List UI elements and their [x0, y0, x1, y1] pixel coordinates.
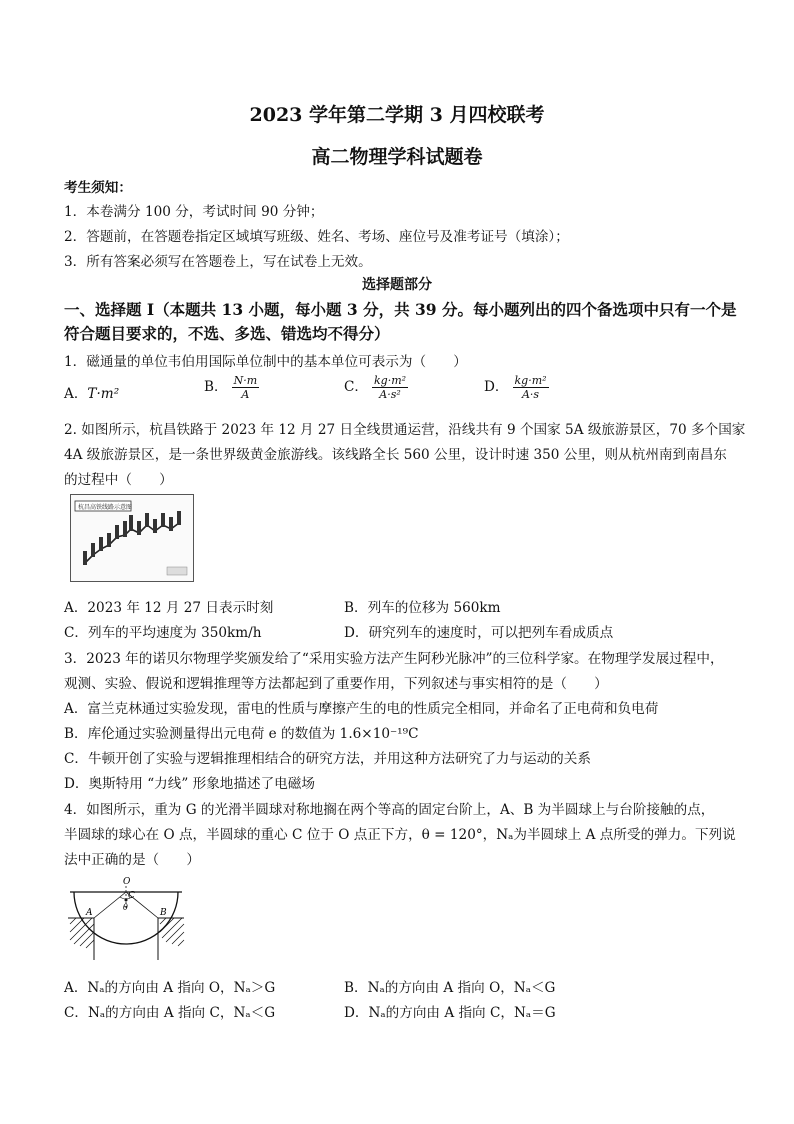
exam-title: 2023 学年第二学期 3 月四校联考 — [249, 104, 545, 126]
label-c: C — [128, 891, 135, 901]
hemisphere-figure — [66, 872, 186, 962]
q2-option-b[interactable]: B．列车的位移为 560km — [344, 600, 501, 616]
notice-heading: 考生须知： — [64, 180, 132, 196]
q4-option-d[interactable]: D．Nₐ的方向由 A 指向 C，Nₐ＝G — [344, 1005, 556, 1021]
notice-item: 2．答题前，在答题卷指定区域填写班级、姓名、考场、座位号及准考证号（填涂）； — [64, 229, 569, 245]
q3-option-d[interactable]: D．奥斯特用 “力线” 形象地描述了电磁场 — [64, 776, 315, 792]
part-heading: 一、选择题 I（本题共 13 小题，每小题 3 分，共 39 分。每小题列出的四个备选项中只有一个是 — [64, 300, 737, 319]
question-2-line: 的过程中（ ） — [64, 472, 173, 488]
exam-subtitle: 高二物理学科试题卷 — [311, 146, 483, 168]
notice-item: 3．所有答案必须写在答题卷上，写在试卷上无效。 — [64, 254, 372, 270]
label-a: A — [86, 908, 93, 918]
question-2-line: 2. 如图所示，杭昌铁路于 2023 年 12 月 27 日全线贯通运营，沿线共有 9 个国家 5A 级旅游景区，70 多个国家 — [64, 422, 746, 438]
q4-option-c[interactable]: C．Nₐ的方向由 A 指向 C，Nₐ＜G — [64, 1005, 276, 1021]
q2-option-c[interactable]: C．列车的平均速度为 350km/h — [64, 625, 262, 641]
q1-option-a[interactable]: A．T·m² — [64, 386, 120, 402]
question-4-line: 半圆球的球心在 O 点，半圆球的重心 C 位于 O 点正下方，θ = 120°，Nₐ为半圆球上 A 点所受的弹力。下列说 — [64, 827, 736, 843]
map-title: 杭昌高铁线路示意图 — [78, 504, 133, 511]
q3-option-b[interactable]: B．库伦通过实验测量得出元电荷 e 的数值为 1.6×10⁻¹⁹C — [64, 726, 419, 742]
railway-map-figure — [70, 494, 194, 582]
q3-option-a[interactable]: A．富兰克林通过实验发现，雷电的性质与摩擦产生的电的性质完全相同，并命名了正电荷和负电荷 — [64, 701, 659, 717]
q2-option-a[interactable]: A．2023 年 12 月 27 日表示时刻 — [64, 600, 274, 616]
question-4-line: 法中正确的是（ ） — [64, 852, 200, 868]
q4-option-b[interactable]: B．Nₐ的方向由 A 指向 O，Nₐ＜G — [344, 980, 556, 996]
q1-option-d[interactable]: D． $\frac{\text{kg·m²}}{A\cdot s}$ — [484, 374, 547, 401]
question-3-line: 观测、实验、假说和逻辑推理等方法都起到了重要作用，下列叙述与事实相符的是（ ） — [64, 676, 608, 692]
question-2-line: 4A 级旅游景区，是一条世界级黄金旅游线。该线路全长 560 公里，设计时速 350 公里，则从杭州南到南昌东 — [64, 447, 727, 463]
q2-option-d[interactable]: D．研究列车的速度时，可以把列车看成质点 — [344, 625, 614, 641]
question-3-line: 3．2023 年的诺贝尔物理学奖颁发给了“采用实验方法产生阿秒光脉冲”的三位科学家。在物理学发展过程中， — [64, 651, 724, 667]
question-1-stem: 1．磁通量的单位韦伯用国际单位制中的基本单位可表示为（ ） — [64, 354, 467, 370]
hemisphere-drawing — [66, 872, 186, 962]
label-o: O — [123, 877, 131, 887]
question-4-line: 4．如图所示，重为 G 的光滑半圆球对称地搁在两个等高的固定台阶上，A、B 为半圆球上与台阶接触的点， — [64, 802, 715, 818]
q3-option-c[interactable]: C．牛顿开创了实验与逻辑推理相结合的研究方法，并用这种方法研究了力与运动的关系 — [64, 751, 591, 767]
q4-option-a[interactable]: A．Nₐ的方向由 A 指向 O，Nₐ＞G — [64, 980, 276, 996]
section-title: 选择题部分 — [362, 277, 432, 293]
railway-map-drawing — [71, 495, 193, 581]
q1-option-c[interactable]: C． $\frac{\text{kg·m²}}{\text{A·s²}}$ — [344, 374, 407, 401]
notice-item: 1．本卷满分 100 分，考试时间 90 分钟； — [64, 204, 324, 220]
q1-option-b[interactable]: B． $\frac{N\cdot m}{A}$ — [204, 374, 258, 401]
label-theta: θ — [123, 903, 128, 912]
label-b: B — [160, 908, 167, 918]
part-heading: 符合题目要求的，不选、多选、错选均不得分） — [64, 324, 390, 343]
